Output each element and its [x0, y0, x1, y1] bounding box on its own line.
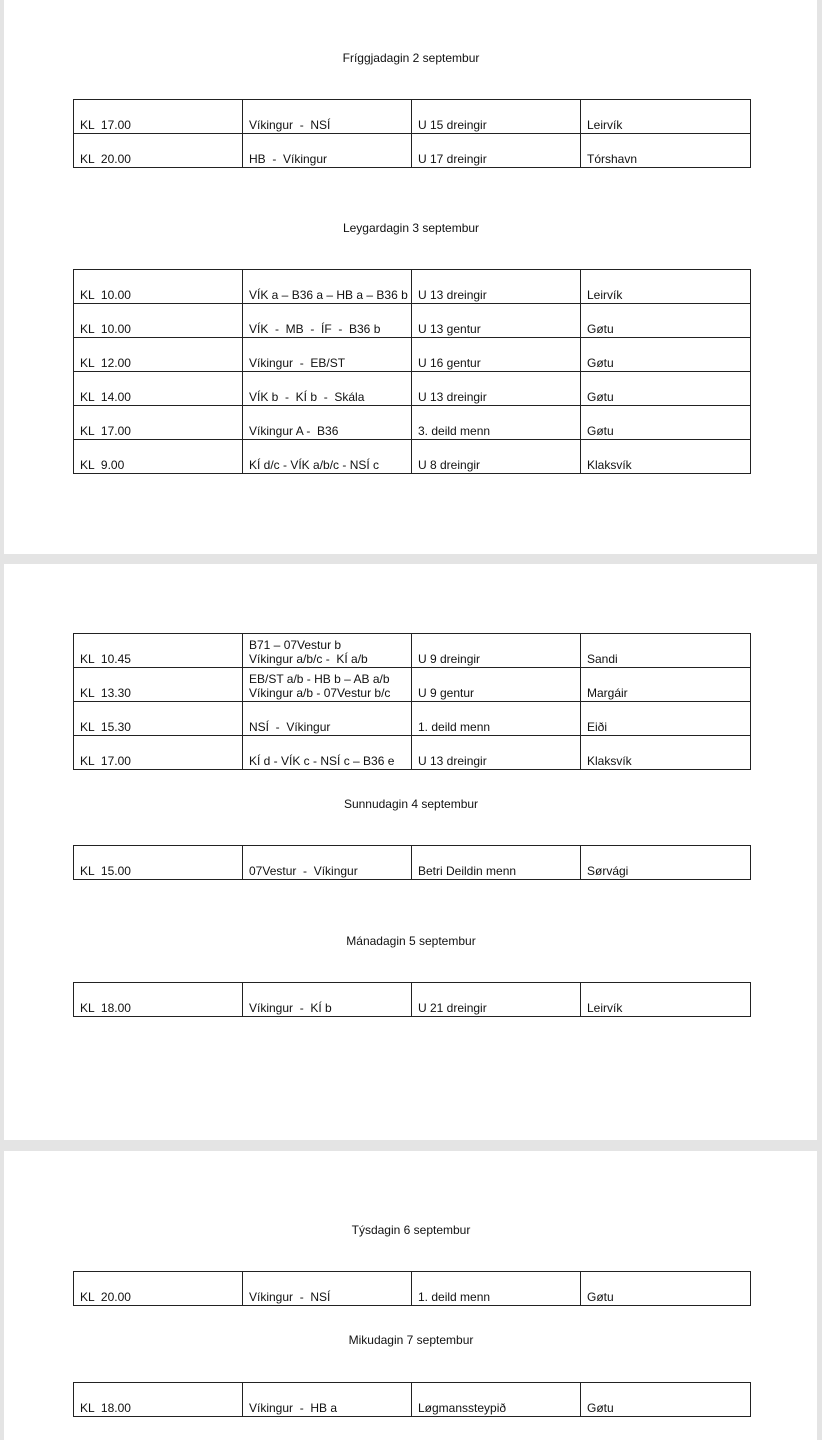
table-row [74, 100, 751, 134]
time-cell-text: KL 10.00 [80, 288, 131, 302]
time-cell-text: KL 18.00 [80, 1001, 131, 1015]
venue-cell-text: Gøtu [587, 322, 614, 336]
day-heading-monday: Mánadagin 5 septembur [346, 934, 476, 948]
schedule-table-saturday [73, 269, 751, 474]
category-cell-text: U 13 gentur [418, 322, 481, 336]
time-cell [74, 634, 243, 668]
category-cell-text: 1. deild menn [418, 720, 491, 734]
venue-cell [581, 702, 751, 736]
category-cell-text: U 9 dreingir [418, 652, 481, 666]
category-cell [412, 406, 581, 440]
table-row [74, 338, 751, 372]
table-row [74, 304, 751, 338]
venue-cell-text: Gøtu [587, 1290, 614, 1304]
match-cell [243, 134, 412, 168]
match-cell [243, 406, 412, 440]
category-cell [412, 270, 581, 304]
match-cell [243, 270, 412, 304]
venue-cell [581, 338, 751, 372]
time-cell-text: KL 12.00 [80, 356, 131, 370]
time-cell [74, 406, 243, 440]
time-cell [74, 100, 243, 134]
time-cell [74, 1383, 243, 1417]
time-cell-text: KL 14.00 [80, 390, 131, 404]
match-cell-text: Víkingur - NSÍ [249, 118, 331, 132]
time-cell-text: KL 17.00 [80, 754, 131, 768]
category-cell-text: U 17 dreingir [418, 152, 487, 166]
venue-cell-text: Eiði [587, 720, 608, 734]
venue-cell-text: Sørvági [587, 864, 629, 878]
category-cell-text: U 13 dreingir [418, 754, 487, 768]
schedule-table-wednesday [73, 1382, 751, 1417]
venue-cell-text: Leirvík [587, 118, 623, 132]
time-cell-text: KL 10.00 [80, 322, 131, 336]
table-row [74, 1383, 751, 1417]
category-cell [412, 983, 581, 1017]
time-cell [74, 134, 243, 168]
table-row [74, 406, 751, 440]
time-cell-text: KL 15.00 [80, 864, 131, 878]
venue-cell [581, 372, 751, 406]
venue-cell-text: Klaksvík [587, 458, 632, 472]
venue-cell [581, 1383, 751, 1417]
category-cell-text: U 9 gentur [418, 686, 475, 700]
match-cell [243, 736, 412, 770]
venue-cell [581, 846, 751, 880]
time-cell [74, 846, 243, 880]
table-row [74, 736, 751, 770]
category-cell [412, 338, 581, 372]
match-cell [243, 338, 412, 372]
venue-cell [581, 100, 751, 134]
time-cell-text: KL 20.00 [80, 1290, 131, 1304]
match-cell [243, 440, 412, 474]
match-cell-text: B71 – 07Vestur b Víkingur a/b/c - KÍ a/b [249, 638, 368, 666]
venue-cell [581, 634, 751, 668]
table-row [74, 134, 751, 168]
match-cell-text: VÍK a – B36 a – HB a – B36 b [249, 288, 408, 302]
venue-cell-text: Sandi [587, 652, 618, 666]
category-cell [412, 1383, 581, 1417]
venue-cell-text: Klaksvík [587, 754, 632, 768]
match-cell-text: Víkingur - HB a [249, 1401, 338, 1415]
match-cell [243, 702, 412, 736]
table-row [74, 983, 751, 1017]
time-cell [74, 668, 243, 702]
time-cell [74, 270, 243, 304]
category-cell [412, 134, 581, 168]
match-cell [243, 983, 412, 1017]
table-row [74, 270, 751, 304]
category-cell [412, 1272, 581, 1306]
venue-cell-text: Tórshavn [587, 152, 638, 166]
match-cell-text: Víkingur A - B36 [249, 424, 339, 438]
table-row [74, 702, 751, 736]
time-cell [74, 440, 243, 474]
match-cell [243, 1272, 412, 1306]
match-cell [243, 846, 412, 880]
match-cell [243, 100, 412, 134]
venue-cell-text: Gøtu [587, 424, 614, 438]
venue-cell [581, 270, 751, 304]
category-cell [412, 372, 581, 406]
match-cell-text: EB/ST a/b - HB b – AB a/b Víkingur a/b - 07Vestur b/c [249, 672, 391, 700]
time-cell [74, 1272, 243, 1306]
venue-cell-text: Leirvík [587, 1001, 623, 1015]
category-cell-text: U 21 dreingir [418, 1001, 487, 1015]
table-row [74, 372, 751, 406]
match-cell-text: HB - Víkingur [249, 152, 328, 166]
time-cell-text: KL 17.00 [80, 424, 131, 438]
schedule-table-saturday-continued [73, 633, 751, 770]
category-cell-text: U 13 dreingir [418, 288, 487, 302]
table-row [74, 668, 751, 702]
match-cell [243, 1383, 412, 1417]
table-row [74, 634, 751, 668]
day-heading-friday: Fríggjadagin 2 septembur [342, 51, 480, 65]
category-cell-text: 1. deild menn [418, 1290, 491, 1304]
category-cell [412, 668, 581, 702]
category-cell-text: U 15 dreingir [418, 118, 487, 132]
match-cell-text: Víkingur - EB/ST [249, 356, 346, 370]
venue-cell [581, 983, 751, 1017]
table-row [74, 440, 751, 474]
time-cell-text: KL 10.45 [80, 652, 131, 666]
venue-cell [581, 134, 751, 168]
category-cell [412, 736, 581, 770]
match-cell-text: 07Vestur - Víkingur [249, 864, 358, 878]
match-cell [243, 304, 412, 338]
venue-cell [581, 1272, 751, 1306]
time-cell-text: KL 20.00 [80, 152, 131, 166]
venue-cell [581, 304, 751, 338]
venue-cell-text: Leirvík [587, 288, 623, 302]
table-row [74, 1272, 751, 1306]
time-cell-text: KL 15.30 [80, 720, 131, 734]
time-cell [74, 983, 243, 1017]
match-cell [243, 372, 412, 406]
time-cell [74, 338, 243, 372]
category-cell [412, 440, 581, 474]
match-cell-text: VÍK - MB - ÍF - B36 b [249, 322, 381, 336]
time-cell [74, 702, 243, 736]
match-cell [243, 634, 412, 668]
venue-cell-text: Gøtu [587, 390, 614, 404]
time-cell-text: KL 9.00 [80, 458, 125, 472]
venue-cell [581, 440, 751, 474]
schedule-table-sunday [73, 845, 751, 880]
time-cell [74, 372, 243, 406]
venue-cell-text: Gøtu [587, 1401, 614, 1415]
schedule-table-tuesday [73, 1271, 751, 1306]
match-cell [243, 668, 412, 702]
category-cell-text: U 16 gentur [418, 356, 481, 370]
category-cell-text: Betri Deildin menn [418, 864, 517, 878]
match-cell-text: VÍK b - KÍ b - Skála [249, 390, 365, 404]
day-heading-saturday: Leygardagin 3 septembur [342, 221, 480, 235]
category-cell-text: 3. deild menn [418, 424, 491, 438]
match-cell-text: NSÍ - Víkingur [249, 720, 331, 734]
venue-cell-text: Gøtu [587, 356, 614, 370]
category-cell [412, 100, 581, 134]
venue-cell [581, 736, 751, 770]
schedule-table-friday [73, 99, 751, 168]
time-cell-text: KL 18.00 [80, 1401, 131, 1415]
day-heading-tuesday: Týsdagin 6 septembur [351, 1223, 471, 1237]
match-cell-text: KÍ d - VÍK c - NSÍ c – B36 e [249, 754, 395, 768]
category-cell [412, 634, 581, 668]
day-heading-wednesday: Mikudagin 7 septembur [348, 1333, 474, 1347]
category-cell-text: U 13 dreingir [418, 390, 487, 404]
match-cell-text: KÍ d/c - VÍK a/b/c - NSÍ c [249, 458, 380, 472]
match-cell-text: Víkingur - NSÍ [249, 1290, 331, 1304]
venue-cell-text: Margáir [587, 686, 628, 700]
match-cell-text: Víkingur - KÍ b [249, 1001, 332, 1015]
category-cell-text: U 8 dreingir [418, 458, 481, 472]
category-cell [412, 702, 581, 736]
category-cell [412, 304, 581, 338]
time-cell-text: KL 17.00 [80, 118, 131, 132]
category-cell-text: Løgmanssteypið [418, 1401, 507, 1415]
time-cell [74, 736, 243, 770]
day-heading-sunday: Sunnudagin 4 septembur [343, 797, 479, 811]
category-cell [412, 846, 581, 880]
venue-cell [581, 406, 751, 440]
time-cell-text: KL 13.30 [80, 686, 131, 700]
schedule-table-monday [73, 982, 751, 1017]
table-row [74, 846, 751, 880]
time-cell [74, 304, 243, 338]
venue-cell [581, 668, 751, 702]
